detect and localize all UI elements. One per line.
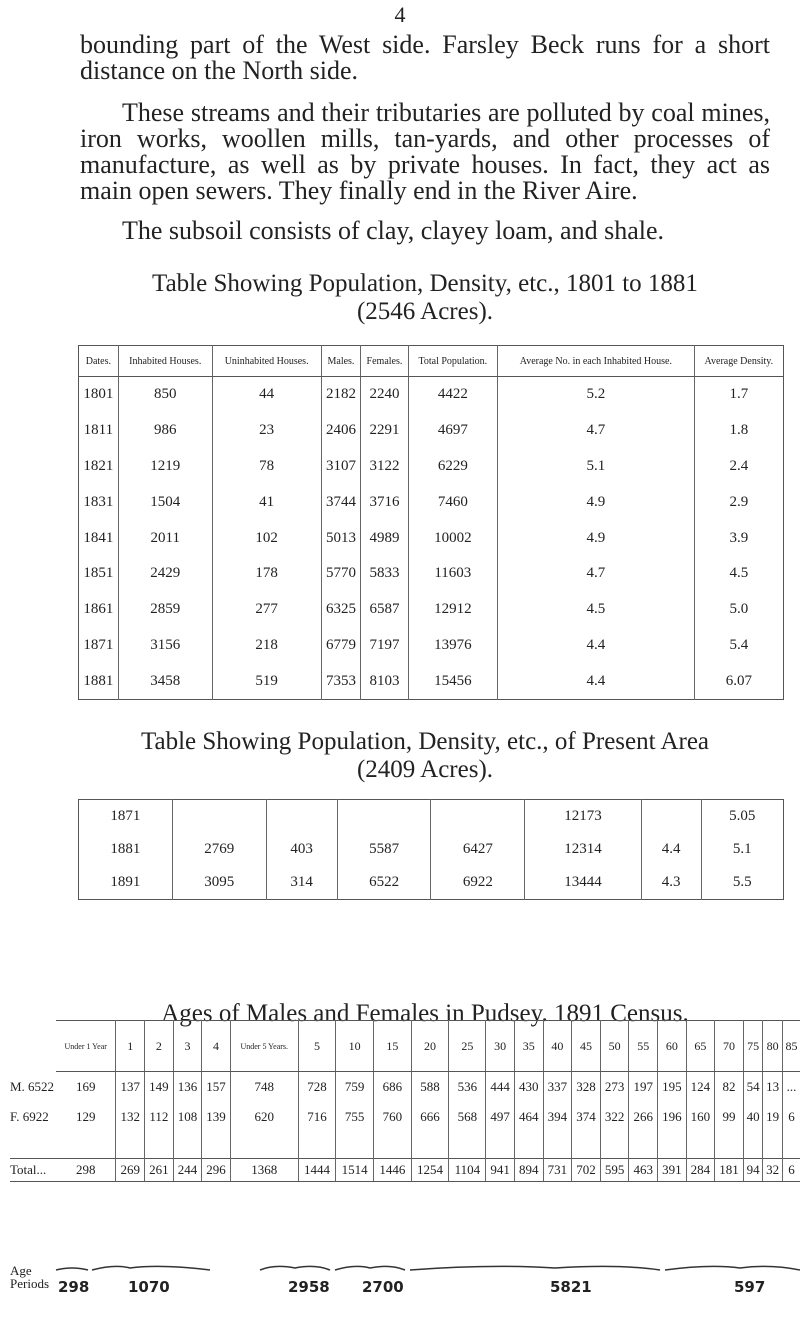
age-column-header: 35 bbox=[514, 1021, 543, 1072]
table-cell: 32 bbox=[763, 1159, 783, 1182]
table-cell: 755 bbox=[336, 1102, 374, 1132]
table-cell: 403 bbox=[266, 833, 337, 866]
age-column-header: 4 bbox=[202, 1021, 231, 1072]
table-cell: 5.2 bbox=[498, 377, 695, 413]
age-column-header: 15 bbox=[373, 1021, 411, 1072]
table-cell: 2406 bbox=[321, 413, 361, 449]
table-cell: 6922 bbox=[431, 866, 525, 900]
table-cell: 10002 bbox=[408, 520, 497, 556]
table-row bbox=[79, 592, 784, 628]
table-row bbox=[79, 484, 784, 520]
table-cell: 464 bbox=[514, 1102, 543, 1132]
table-cell: 6522 bbox=[337, 866, 431, 900]
brace-30-60 bbox=[410, 1266, 660, 1270]
age-label: Age bbox=[10, 1263, 32, 1278]
table-cell: 1851 bbox=[79, 556, 119, 592]
table-cell: 1801 bbox=[79, 377, 119, 413]
age-column-header: 2 bbox=[145, 1021, 174, 1072]
table-cell: 686 bbox=[373, 1072, 411, 1103]
age-column-header: Under 1 Year bbox=[56, 1021, 116, 1072]
spacer-cell bbox=[173, 1132, 202, 1159]
period-value-30-60: 5821 bbox=[550, 1278, 592, 1296]
age-column-header: 3 bbox=[173, 1021, 202, 1072]
table-cell: 12912 bbox=[408, 592, 497, 628]
table-cell: 1891 bbox=[79, 866, 173, 900]
age-column-header: 1 bbox=[116, 1021, 145, 1072]
table-cell: 1504 bbox=[118, 484, 212, 520]
table-row bbox=[79, 377, 784, 413]
page-number: 4 bbox=[394, 2, 406, 27]
table-cell: 7197 bbox=[361, 628, 408, 664]
table-cell: 5.4 bbox=[729, 636, 749, 653]
table-cell: 139 bbox=[202, 1102, 231, 1132]
table-cell: 54 bbox=[743, 1072, 763, 1103]
table-cell: 4989 bbox=[361, 520, 408, 556]
table-cell: 6587 bbox=[361, 592, 408, 628]
spacer-cell bbox=[298, 1132, 336, 1159]
population-table-1801-1881 bbox=[78, 345, 784, 700]
table-cell: 1104 bbox=[449, 1159, 486, 1182]
table-cell: 394 bbox=[543, 1102, 572, 1132]
table-cell: 391 bbox=[658, 1159, 687, 1182]
table-cell: 6229 bbox=[408, 449, 497, 485]
table-cell: 12173 bbox=[525, 800, 641, 834]
table-cell: 1811 bbox=[79, 413, 119, 449]
table-cell: 1831 bbox=[79, 484, 119, 520]
table-cell bbox=[172, 800, 266, 834]
table-cell: 5.1 bbox=[498, 449, 695, 485]
table-cell: 1881 bbox=[79, 833, 173, 866]
age-periods-label bbox=[10, 1264, 49, 1290]
table-cell: 277 bbox=[212, 592, 321, 628]
table-cell: 4697 bbox=[408, 413, 497, 449]
table-cell: 1444 bbox=[298, 1159, 336, 1182]
age-column-header: 50 bbox=[600, 1021, 629, 1072]
table-cell: 620 bbox=[230, 1102, 298, 1132]
table-cell: 1861 bbox=[79, 592, 119, 628]
table-cell: 1219 bbox=[118, 449, 212, 485]
table-cell: 13976 bbox=[408, 628, 497, 664]
table-cell: 124 bbox=[686, 1072, 715, 1103]
table-cell: 4.4 bbox=[498, 628, 695, 664]
table-cell: 266 bbox=[629, 1102, 658, 1132]
brace-1-to-4 bbox=[92, 1266, 210, 1270]
table-row bbox=[10, 1102, 800, 1132]
table-cell: 6.07 bbox=[725, 672, 752, 689]
table-cell: 4.4 bbox=[498, 663, 695, 699]
table-cell: 3156 bbox=[118, 628, 212, 664]
table-cell: 296 bbox=[202, 1159, 231, 1182]
table3-body bbox=[10, 1072, 800, 1182]
table-cell: 1446 bbox=[373, 1159, 411, 1182]
table-cell: 261 bbox=[145, 1159, 174, 1182]
table-cell: 8103 bbox=[361, 663, 408, 699]
table-cell: 1841 bbox=[79, 520, 119, 556]
table-row bbox=[79, 866, 784, 900]
table-cell: 7353 bbox=[321, 663, 361, 699]
spacer-cell bbox=[686, 1132, 715, 1159]
table-cell: ... bbox=[786, 1079, 797, 1094]
table-cell: 40 bbox=[743, 1102, 763, 1132]
period-value-5-15: 2958 bbox=[288, 1278, 330, 1296]
table-row bbox=[79, 556, 784, 592]
table-cell: 328 bbox=[572, 1072, 601, 1103]
spacer-cell bbox=[600, 1132, 629, 1159]
table-cell: 4422 bbox=[408, 377, 497, 413]
period-value-1-4: 1070 bbox=[128, 1278, 170, 1296]
table-cell: 2769 bbox=[172, 833, 266, 866]
population-table-present-area bbox=[78, 799, 784, 900]
table-cell: 4.9 bbox=[498, 484, 695, 520]
spacer-cell bbox=[411, 1132, 449, 1159]
table-cell: 2859 bbox=[118, 592, 212, 628]
table-row bbox=[10, 1072, 800, 1103]
row-label: F. 6922 bbox=[10, 1109, 49, 1124]
table-cell: 1871 bbox=[79, 628, 119, 664]
age-column-header: 75 bbox=[743, 1021, 763, 1072]
spacer-row bbox=[10, 1132, 800, 1159]
table-cell: 136 bbox=[173, 1072, 202, 1103]
table-cell: 2011 bbox=[118, 520, 212, 556]
table-row bbox=[79, 449, 784, 485]
table-cell: 13 bbox=[763, 1072, 783, 1103]
table-cell: 568 bbox=[449, 1102, 486, 1132]
table-cell: 4.9 bbox=[498, 520, 695, 556]
spacer-cell bbox=[782, 1132, 800, 1159]
table-cell: 4.7 bbox=[498, 556, 695, 592]
spacer-cell bbox=[658, 1132, 687, 1159]
table-cell: 595 bbox=[600, 1159, 629, 1182]
brace-20-25 bbox=[335, 1266, 405, 1270]
table2-caption-line2: (2409 Acres). bbox=[356, 756, 494, 783]
header-average-per-house: Average No. in each Inhabited House. bbox=[498, 346, 695, 377]
period-value-under-1: 298 bbox=[58, 1278, 90, 1296]
table2-caption bbox=[80, 728, 770, 784]
table-cell: 12314 bbox=[525, 833, 641, 866]
spacer-cell bbox=[763, 1132, 783, 1159]
table-cell: 178 bbox=[212, 556, 321, 592]
table-cell: 2.9 bbox=[729, 493, 749, 510]
table-cell: 894 bbox=[514, 1159, 543, 1182]
table-cell: 759 bbox=[336, 1072, 374, 1103]
table-cell: 112 bbox=[145, 1102, 174, 1132]
table3-corner bbox=[10, 1021, 56, 1072]
table-cell: 5833 bbox=[361, 556, 408, 592]
table-cell: 94 bbox=[743, 1159, 763, 1182]
spacer-cell bbox=[202, 1132, 231, 1159]
brace-5-to-15 bbox=[260, 1266, 330, 1270]
header-total-population: Total Population. bbox=[408, 346, 497, 377]
table-cell: 463 bbox=[629, 1159, 658, 1182]
table-cell: 731 bbox=[543, 1159, 572, 1182]
table-cell: 444 bbox=[486, 1072, 515, 1103]
table-cell: 269 bbox=[116, 1159, 145, 1182]
table-cell: 850 bbox=[118, 377, 212, 413]
table-cell: 7460 bbox=[408, 484, 497, 520]
table-cell: 6325 bbox=[321, 592, 361, 628]
table-cell: 1821 bbox=[79, 449, 119, 485]
table-cell: 4.7 bbox=[498, 413, 695, 449]
age-column-header: 45 bbox=[572, 1021, 601, 1072]
periods-label: Periods bbox=[10, 1276, 49, 1291]
table-cell: 666 bbox=[411, 1102, 449, 1132]
table-cell: 702 bbox=[572, 1159, 601, 1182]
spacer-cell bbox=[10, 1132, 56, 1159]
table-cell: 5.05 bbox=[729, 808, 756, 824]
age-column-header: 30 bbox=[486, 1021, 515, 1072]
paragraph-1-text: bounding part of the West side. Farsley Beck runs for a short distance on the North side. bbox=[80, 30, 770, 85]
spacer-cell bbox=[543, 1132, 572, 1159]
table-cell: 196 bbox=[658, 1102, 687, 1132]
table-cell: 519 bbox=[212, 663, 321, 699]
table-cell: 160 bbox=[686, 1102, 715, 1132]
table-cell: 11603 bbox=[408, 556, 497, 592]
table-cell: 1368 bbox=[230, 1159, 298, 1182]
spacer-cell bbox=[336, 1132, 374, 1159]
spacer-cell bbox=[486, 1132, 515, 1159]
table-row bbox=[79, 413, 784, 449]
table1-header-row bbox=[79, 346, 784, 377]
table-cell: 5013 bbox=[321, 520, 361, 556]
table-cell: 102 bbox=[212, 520, 321, 556]
table-cell: 13444 bbox=[525, 866, 641, 900]
table-cell: 322 bbox=[600, 1102, 629, 1132]
table-cell: 5770 bbox=[321, 556, 361, 592]
table-cell: 497 bbox=[486, 1102, 515, 1132]
table-cell: 6779 bbox=[321, 628, 361, 664]
table-cell: 728 bbox=[298, 1072, 336, 1103]
brace-under-1 bbox=[56, 1268, 88, 1270]
table-cell: 3.9 bbox=[729, 529, 749, 546]
table-cell: 4.4 bbox=[641, 833, 701, 866]
table-cell: 716 bbox=[298, 1102, 336, 1132]
table-row bbox=[79, 800, 784, 834]
table-row bbox=[79, 833, 784, 866]
table-cell: 1871 bbox=[79, 800, 173, 834]
table-cell: 1.7 bbox=[729, 386, 749, 403]
table-cell: 3744 bbox=[321, 484, 361, 520]
table-cell: 3122 bbox=[361, 449, 408, 485]
table-cell: 132 bbox=[116, 1102, 145, 1132]
age-column-header: 55 bbox=[629, 1021, 658, 1072]
spacer-cell bbox=[116, 1132, 145, 1159]
row-label: Total... bbox=[10, 1159, 56, 1182]
spacer-cell bbox=[449, 1132, 486, 1159]
table1-caption bbox=[80, 270, 770, 326]
spacer-cell bbox=[145, 1132, 174, 1159]
table-cell: 760 bbox=[373, 1102, 411, 1132]
table-cell: 157 bbox=[202, 1072, 231, 1103]
table-cell: 374 bbox=[572, 1102, 601, 1132]
paragraph-1 bbox=[80, 32, 770, 84]
table-cell: 986 bbox=[118, 413, 212, 449]
paragraph-3 bbox=[80, 218, 770, 244]
table-cell: 23 bbox=[212, 413, 321, 449]
header-dates: Dates. bbox=[79, 346, 119, 377]
age-column-header: 40 bbox=[543, 1021, 572, 1072]
age-column-header: 60 bbox=[658, 1021, 687, 1072]
table-cell: 1254 bbox=[411, 1159, 449, 1182]
spacer-cell bbox=[743, 1132, 763, 1159]
age-column-header: 70 bbox=[715, 1021, 744, 1072]
table-cell: 588 bbox=[411, 1072, 449, 1103]
table-cell: 4.5 bbox=[498, 592, 695, 628]
spacer-cell bbox=[715, 1132, 744, 1159]
table-row bbox=[79, 520, 784, 556]
table-cell: 298 bbox=[56, 1159, 116, 1182]
table-cell: 82 bbox=[715, 1072, 744, 1103]
table-cell: 19 bbox=[763, 1102, 783, 1132]
table-cell: 197 bbox=[629, 1072, 658, 1103]
table-cell: 195 bbox=[658, 1072, 687, 1103]
header-females: Females. bbox=[361, 346, 408, 377]
table-cell: 244 bbox=[173, 1159, 202, 1182]
table-cell: 4.5 bbox=[729, 565, 749, 582]
table-cell: 44 bbox=[212, 377, 321, 413]
table1-body bbox=[79, 377, 784, 700]
header-males: Males. bbox=[321, 346, 361, 377]
table-cell: 41 bbox=[212, 484, 321, 520]
table-cell: 129 bbox=[56, 1102, 116, 1132]
table-cell: 2240 bbox=[361, 377, 408, 413]
table-cell: 108 bbox=[173, 1102, 202, 1132]
table-cell: 169 bbox=[56, 1072, 116, 1103]
paragraph-3-text: The subsoil consists of clay, clayey loam, and shale. bbox=[122, 216, 665, 245]
table-row bbox=[79, 628, 784, 664]
table-cell: 181 bbox=[715, 1159, 744, 1182]
table-cell: 2291 bbox=[361, 413, 408, 449]
header-inhabited-houses: Inhabited Houses. bbox=[118, 346, 212, 377]
table-cell: 4.3 bbox=[641, 866, 701, 900]
table-cell: 5.5 bbox=[732, 874, 752, 890]
spacer-cell bbox=[56, 1132, 116, 1159]
table-cell bbox=[641, 800, 701, 834]
brace-65-85 bbox=[665, 1266, 800, 1270]
spacer-cell bbox=[373, 1132, 411, 1159]
header-average-density: Average Density. bbox=[694, 346, 783, 377]
spacer-cell bbox=[230, 1132, 298, 1159]
table-cell: 6 bbox=[788, 1109, 795, 1124]
age-periods bbox=[10, 1264, 800, 1324]
age-column-header: 65 bbox=[686, 1021, 715, 1072]
table-cell: 536 bbox=[449, 1072, 486, 1103]
table-cell: 1514 bbox=[336, 1159, 374, 1182]
age-column-header: 85 bbox=[782, 1021, 800, 1072]
table-cell: 5587 bbox=[337, 833, 431, 866]
table-cell: 2429 bbox=[118, 556, 212, 592]
table-cell: 5.1 bbox=[732, 841, 752, 857]
table-cell: 1881 bbox=[79, 663, 119, 699]
table-cell: 2182 bbox=[321, 377, 361, 413]
header-uninhabited-houses: Uninhabited Houses. bbox=[212, 346, 321, 377]
age-column-header: 10 bbox=[336, 1021, 374, 1072]
table-row bbox=[79, 663, 784, 699]
age-column-header: 25 bbox=[449, 1021, 486, 1072]
table-cell: 218 bbox=[212, 628, 321, 664]
table3-header-row bbox=[10, 1021, 800, 1072]
table2-caption-line1: Table Showing Population, Density, etc., of Present Area bbox=[140, 728, 710, 755]
table-cell: 2.4 bbox=[729, 457, 749, 474]
table2-body bbox=[79, 800, 784, 900]
table-cell: 3095 bbox=[172, 866, 266, 900]
table-cell: 314 bbox=[266, 866, 337, 900]
table-cell bbox=[266, 800, 337, 834]
table1-caption-line1: Table Showing Population, Density, etc., 1801 to 1881 bbox=[152, 270, 698, 297]
table-cell: 430 bbox=[514, 1072, 543, 1103]
age-column-header: Under 5 Years. bbox=[230, 1021, 298, 1072]
table-cell bbox=[337, 800, 431, 834]
spacer-cell bbox=[572, 1132, 601, 1159]
table-cell bbox=[431, 800, 525, 834]
table-cell: 149 bbox=[145, 1072, 174, 1103]
period-value-20-25: 2700 bbox=[362, 1278, 404, 1296]
table-cell: 1.8 bbox=[729, 422, 749, 439]
table-cell: 15456 bbox=[408, 663, 497, 699]
table-row bbox=[10, 1159, 800, 1182]
age-column-header: 20 bbox=[411, 1021, 449, 1072]
period-value-65-85: 597 bbox=[734, 1278, 766, 1296]
table-cell: 5.0 bbox=[729, 601, 749, 618]
table-cell: 3716 bbox=[361, 484, 408, 520]
table-cell: 3107 bbox=[321, 449, 361, 485]
table3-caption: Ages of Males and Females in Pudsey. 1891 Census. bbox=[161, 1000, 689, 1027]
table1-caption-line2: (2546 Acres). bbox=[356, 298, 494, 325]
paragraph-2 bbox=[80, 100, 770, 204]
table-cell: 3458 bbox=[118, 663, 212, 699]
table-cell: 337 bbox=[543, 1072, 572, 1103]
table-cell: 941 bbox=[486, 1159, 515, 1182]
table-cell: 284 bbox=[686, 1159, 715, 1182]
table-cell: 273 bbox=[600, 1072, 629, 1103]
table-cell: 748 bbox=[230, 1072, 298, 1103]
row-label: M. 6522 bbox=[10, 1078, 55, 1094]
spacer-cell bbox=[629, 1132, 658, 1159]
paragraph-2-text: These streams and their tributaries are polluted by coal mines, iron works, woollen mills, tan-yards, and other processes of manufacture, as well as by private houses. In fact, they act as main open sewers. They finally end in the River Aire. bbox=[80, 98, 770, 205]
table-cell: 6427 bbox=[431, 833, 525, 866]
table-cell: 78 bbox=[212, 449, 321, 485]
spacer-cell bbox=[514, 1132, 543, 1159]
age-column-header: 80 bbox=[763, 1021, 783, 1072]
age-column-header: 5 bbox=[298, 1021, 336, 1072]
table-cell: 137 bbox=[116, 1072, 145, 1103]
ages-table-1891 bbox=[10, 1020, 800, 1182]
table-cell: 6 bbox=[782, 1159, 800, 1182]
table-cell: 99 bbox=[715, 1102, 744, 1132]
